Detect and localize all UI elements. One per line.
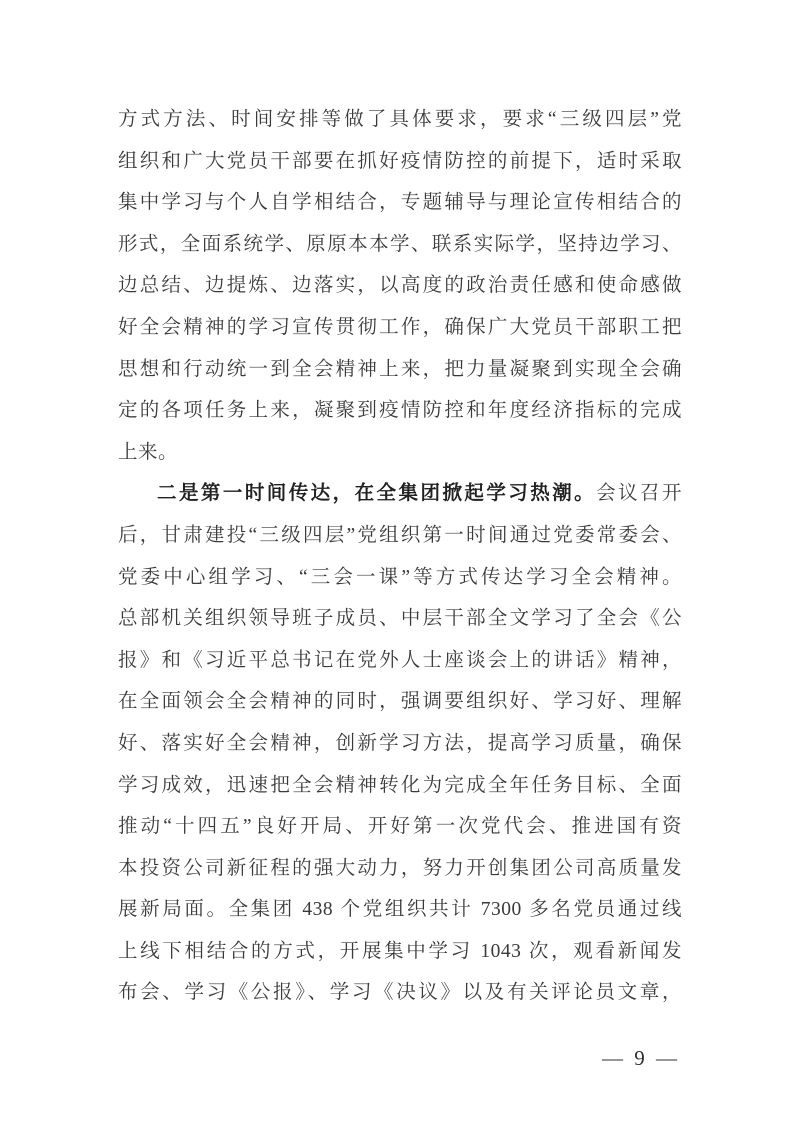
paragraph2-line: 布会、学习《公报》、学习《决议》以及有关评论员文章， xyxy=(118,982,682,1004)
paragraph2-line: 报》和《习近平总书记在党外人士座谈会上的讲话》精神， xyxy=(118,649,682,671)
paragraph1-line: 组织和广大党员干部要在抓好疫情防控的前提下，适时采取 xyxy=(118,150,682,172)
paragraph2-line: 推动“十四五”良好开局、开好第一次党代会、推进国有资 xyxy=(118,816,682,838)
paragraph1-line: 形式，全面系统学、原原本本学、联系实际学，坚持边学习、 xyxy=(118,233,682,255)
paragraph1-line: 思想和行动统一到全会精神上来，把力量凝聚到实现全会确 xyxy=(118,358,682,380)
paragraph2-line: 党委中心组学习、“三会一课”等方式传达学习全会精神。 xyxy=(118,566,682,588)
paragraph2-line: 在全面领会全会精神的同时，强调要组织好、学习好、理解 xyxy=(118,691,682,713)
document-body xyxy=(118,99,682,1014)
paragraph2-line: 上线下相结合的方式，开展集中学习 1043 次，观看新闻发 xyxy=(118,940,682,962)
paragraph1-line: 边总结、边提炼、边落实，以高度的政治责任感和使命感做 xyxy=(118,275,682,297)
paragraph2-line: 后，甘肃建投“三级四层”党组织第一时间通过党委常委会、 xyxy=(118,524,682,546)
paragraph2-line: 好、落实好全会精神，创新学习方法，提高学习质量，确保 xyxy=(118,732,682,754)
page-number: — 9 — xyxy=(602,1046,680,1070)
paragraph2-line: 本投资公司新征程的强大动力，努力开创集团公司高质量发 xyxy=(118,857,682,879)
paragraph2-line: 学习成效，迅速把全会精神转化为完成全年任务目标、全面 xyxy=(118,774,682,796)
paragraph1-line: 集中学习与个人自学相结合，专题辅导与理论宣传相结合的 xyxy=(118,192,682,214)
paragraph2-lead-rest: 会议召开 xyxy=(596,483,682,505)
paragraph2-line: 总部机关组织领导班子成员、中层干部全文学习了全会《公 xyxy=(118,608,682,630)
paragraph2-line: 展新局面。全集团 438 个党组织共计 7300 多名党员通过线 xyxy=(118,899,682,921)
paragraph1-line: 方式方法、时间安排等做了具体要求，要求“三级四层”党 xyxy=(118,109,682,130)
paragraph2-lead-line xyxy=(118,473,682,515)
paragraph2-heading: 二是第一时间传达，在全集团掀起学习热潮。 xyxy=(157,483,597,505)
paragraph1-line: 定的各项任务上来，凝聚到疫情防控和年度经济指标的完成 xyxy=(118,400,682,422)
paragraph1-line: 好全会精神的学习宣传贯彻工作，确保广大党员干部职工把 xyxy=(118,316,682,338)
paragraph1-last-line: 上来。 xyxy=(118,441,179,463)
